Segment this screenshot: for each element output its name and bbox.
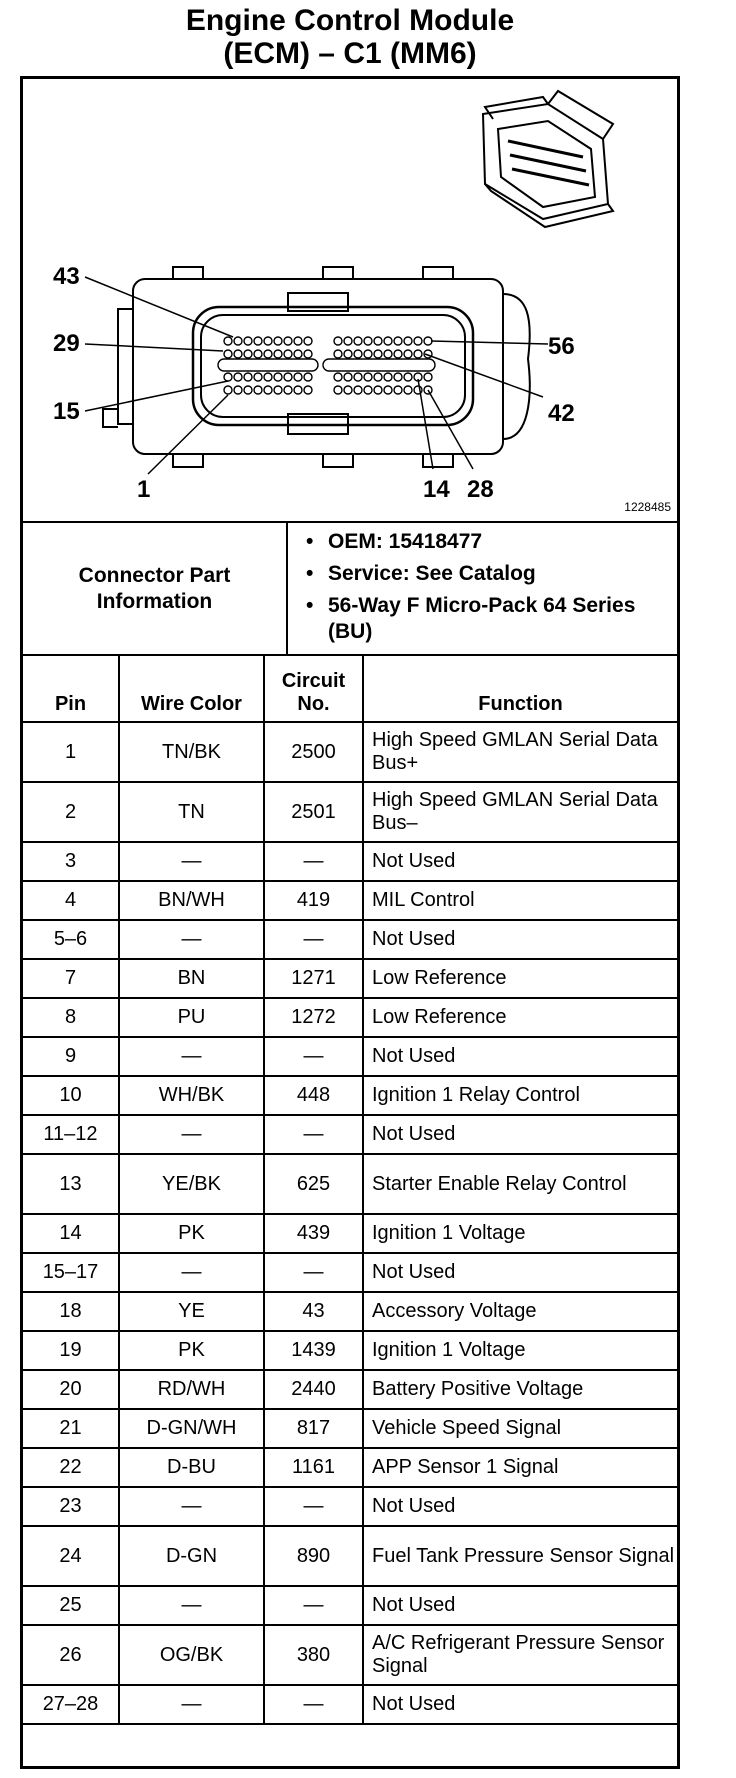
table-row: [23, 1586, 677, 1625]
cell-wire-color: PK: [119, 1331, 264, 1370]
cell-wire-color: OG/BK: [119, 1625, 264, 1685]
cell-circuit: —: [264, 842, 363, 881]
table-row: [23, 1487, 677, 1526]
cell-function: Starter Enable Relay Control: [363, 1154, 677, 1214]
cell-circuit: 1272: [264, 998, 363, 1037]
cell-circuit: 419: [264, 881, 363, 920]
table-row: [23, 1115, 677, 1154]
pin-callout-15: 15: [53, 398, 80, 425]
table-row: [23, 1448, 677, 1487]
cell-wire-color: —: [119, 1487, 264, 1526]
cell-pin: 20: [23, 1370, 119, 1409]
table-row: [23, 782, 677, 842]
cell-pin: 21: [23, 1409, 119, 1448]
pin-callout-14: 14: [423, 476, 450, 503]
table-row: [23, 842, 677, 881]
cell-wire-color: —: [119, 1586, 264, 1625]
cell-wire-color: YE/BK: [119, 1154, 264, 1214]
cell-function: Battery Positive Voltage: [363, 1370, 677, 1409]
cell-circuit: 817: [264, 1409, 363, 1448]
connector-face: [193, 307, 473, 425]
cell-pin: 10: [23, 1076, 119, 1115]
cell-circuit: 2500: [264, 722, 363, 782]
cell-function: Not Used: [363, 842, 677, 881]
cell-pin: 14: [23, 1214, 119, 1253]
cell-wire-color: D-GN: [119, 1526, 264, 1586]
table-row: [23, 920, 677, 959]
pin-callout-56: 56: [548, 333, 575, 360]
column-header-pin: Pin: [23, 654, 119, 722]
table-row: [23, 1154, 677, 1214]
table-row: [23, 881, 677, 920]
cell-function: Not Used: [363, 1685, 677, 1724]
table-row: [23, 1253, 677, 1292]
cell-pin: 4: [23, 881, 119, 920]
connector-part-info: [23, 521, 677, 656]
pin-callout-42: 42: [548, 400, 575, 427]
column-header-circuit: Circuit No.: [264, 654, 363, 722]
cell-function: Ignition 1 Relay Control: [363, 1076, 677, 1115]
cell-circuit: —: [264, 1115, 363, 1154]
cell-function: Accessory Voltage: [363, 1292, 677, 1331]
title-line-2: (ECM) – C1 (MM6): [223, 37, 477, 70]
cell-pin: 24: [23, 1526, 119, 1586]
cell-wire-color: YE: [119, 1292, 264, 1331]
cell-pin: 8: [23, 998, 119, 1037]
part-info-item: • OEM: 15418477: [306, 529, 673, 555]
cell-circuit: 1439: [264, 1331, 363, 1370]
cell-function: Low Reference: [363, 998, 677, 1037]
cell-function: Not Used: [363, 920, 677, 959]
pin-callout-43: 43: [53, 263, 80, 290]
cell-wire-color: RD/WH: [119, 1370, 264, 1409]
cell-pin: 1: [23, 722, 119, 782]
cell-wire-color: BN/WH: [119, 881, 264, 920]
cell-function: Not Used: [363, 1115, 677, 1154]
pin-callout-29: 29: [53, 330, 80, 357]
cell-wire-color: BN: [119, 959, 264, 998]
cell-wire-color: TN/BK: [119, 722, 264, 782]
cell-function: Vehicle Speed Signal: [363, 1409, 677, 1448]
cell-circuit: 625: [264, 1154, 363, 1214]
cell-wire-color: PK: [119, 1214, 264, 1253]
connector-drawing: [23, 79, 677, 521]
cell-pin: 3: [23, 842, 119, 881]
cell-function: Ignition 1 Voltage: [363, 1331, 677, 1370]
cell-pin: 26: [23, 1625, 119, 1685]
pin-callout-28: 28: [467, 476, 494, 503]
connector-sheet: [20, 76, 680, 1769]
cell-function: A/C Refrigerant Pressure Sensor Signal: [363, 1625, 677, 1685]
cell-pin: 5–6: [23, 920, 119, 959]
page-title: [20, 4, 680, 70]
figure-id: 1228485: [624, 500, 671, 514]
cell-circuit: 380: [264, 1625, 363, 1685]
cell-circuit: —: [264, 1685, 363, 1724]
cell-wire-color: —: [119, 1253, 264, 1292]
table-row: [23, 1370, 677, 1409]
cell-circuit: —: [264, 1487, 363, 1526]
connector-iso-view: [483, 91, 613, 227]
part-info-item: • Service: See Catalog: [306, 561, 673, 587]
connector-figure: [23, 79, 677, 521]
cell-function: Not Used: [363, 1253, 677, 1292]
table-row: [23, 1292, 677, 1331]
cell-function: Ignition 1 Voltage: [363, 1214, 677, 1253]
column-header-wire-color: Wire Color: [119, 654, 264, 722]
part-info-list: [288, 529, 673, 651]
cell-wire-color: —: [119, 920, 264, 959]
cell-circuit: 439: [264, 1214, 363, 1253]
cell-wire-color: —: [119, 1037, 264, 1076]
cell-circuit: 43: [264, 1292, 363, 1331]
cell-pin: 2: [23, 782, 119, 842]
cell-function: MIL Control: [363, 881, 677, 920]
cell-function: Not Used: [363, 1586, 677, 1625]
cell-pin: 27–28: [23, 1685, 119, 1724]
cell-wire-color: —: [119, 842, 264, 881]
cell-circuit: 448: [264, 1076, 363, 1115]
table-row: [23, 722, 677, 782]
table-row: [23, 1214, 677, 1253]
table-row: [23, 1526, 677, 1586]
cell-circuit: 890: [264, 1526, 363, 1586]
cell-function: Not Used: [363, 1037, 677, 1076]
table-row: [23, 1409, 677, 1448]
pinout-table-body: [23, 722, 677, 1724]
column-header-function: Function: [363, 654, 677, 722]
cell-function: High Speed GMLAN Serial Data Bus–: [363, 782, 677, 842]
table-row: [23, 1037, 677, 1076]
cell-circuit: 2440: [264, 1370, 363, 1409]
cell-pin: 23: [23, 1487, 119, 1526]
cell-wire-color: D-GN/WH: [119, 1409, 264, 1448]
title-line-1: Engine Control Module: [185, 4, 515, 37]
cell-function: APP Sensor 1 Signal: [363, 1448, 677, 1487]
cell-function: Not Used: [363, 1487, 677, 1526]
cell-function: Fuel Tank Pressure Sensor Signal: [363, 1526, 677, 1586]
cell-function: Low Reference: [363, 959, 677, 998]
cell-pin: 9: [23, 1037, 119, 1076]
cell-circuit: —: [264, 920, 363, 959]
pinout-table: [23, 654, 677, 1725]
table-header-row: [23, 654, 677, 722]
cell-circuit: —: [264, 1037, 363, 1076]
cell-circuit: —: [264, 1586, 363, 1625]
table-row: [23, 998, 677, 1037]
pin-cavity-array: [218, 337, 435, 394]
cell-wire-color: TN: [119, 782, 264, 842]
cell-wire-color: —: [119, 1685, 264, 1724]
part-info-label: Connector Part Information: [23, 523, 288, 654]
table-row: [23, 1331, 677, 1370]
cell-pin: 7: [23, 959, 119, 998]
pin-callout-1: 1: [137, 476, 151, 503]
table-row: [23, 959, 677, 998]
cell-pin: 11–12: [23, 1115, 119, 1154]
cell-pin: 15–17: [23, 1253, 119, 1292]
cell-wire-color: WH/BK: [119, 1076, 264, 1115]
table-row: [23, 1685, 677, 1724]
cell-circuit: 2501: [264, 782, 363, 842]
cell-pin: 25: [23, 1586, 119, 1625]
part-info-item: • 56-Way F Micro-Pack 64 Series (BU): [306, 593, 673, 645]
cell-circuit: 1161: [264, 1448, 363, 1487]
table-row: [23, 1076, 677, 1115]
cell-circuit: —: [264, 1253, 363, 1292]
cell-circuit: 1271: [264, 959, 363, 998]
cell-wire-color: PU: [119, 998, 264, 1037]
cell-wire-color: —: [119, 1115, 264, 1154]
cell-function: High Speed GMLAN Serial Data Bus+: [363, 722, 677, 782]
cell-pin: 18: [23, 1292, 119, 1331]
cell-wire-color: D-BU: [119, 1448, 264, 1487]
table-row: [23, 1625, 677, 1685]
cell-pin: 22: [23, 1448, 119, 1487]
cell-pin: 19: [23, 1331, 119, 1370]
cell-pin: 13: [23, 1154, 119, 1214]
